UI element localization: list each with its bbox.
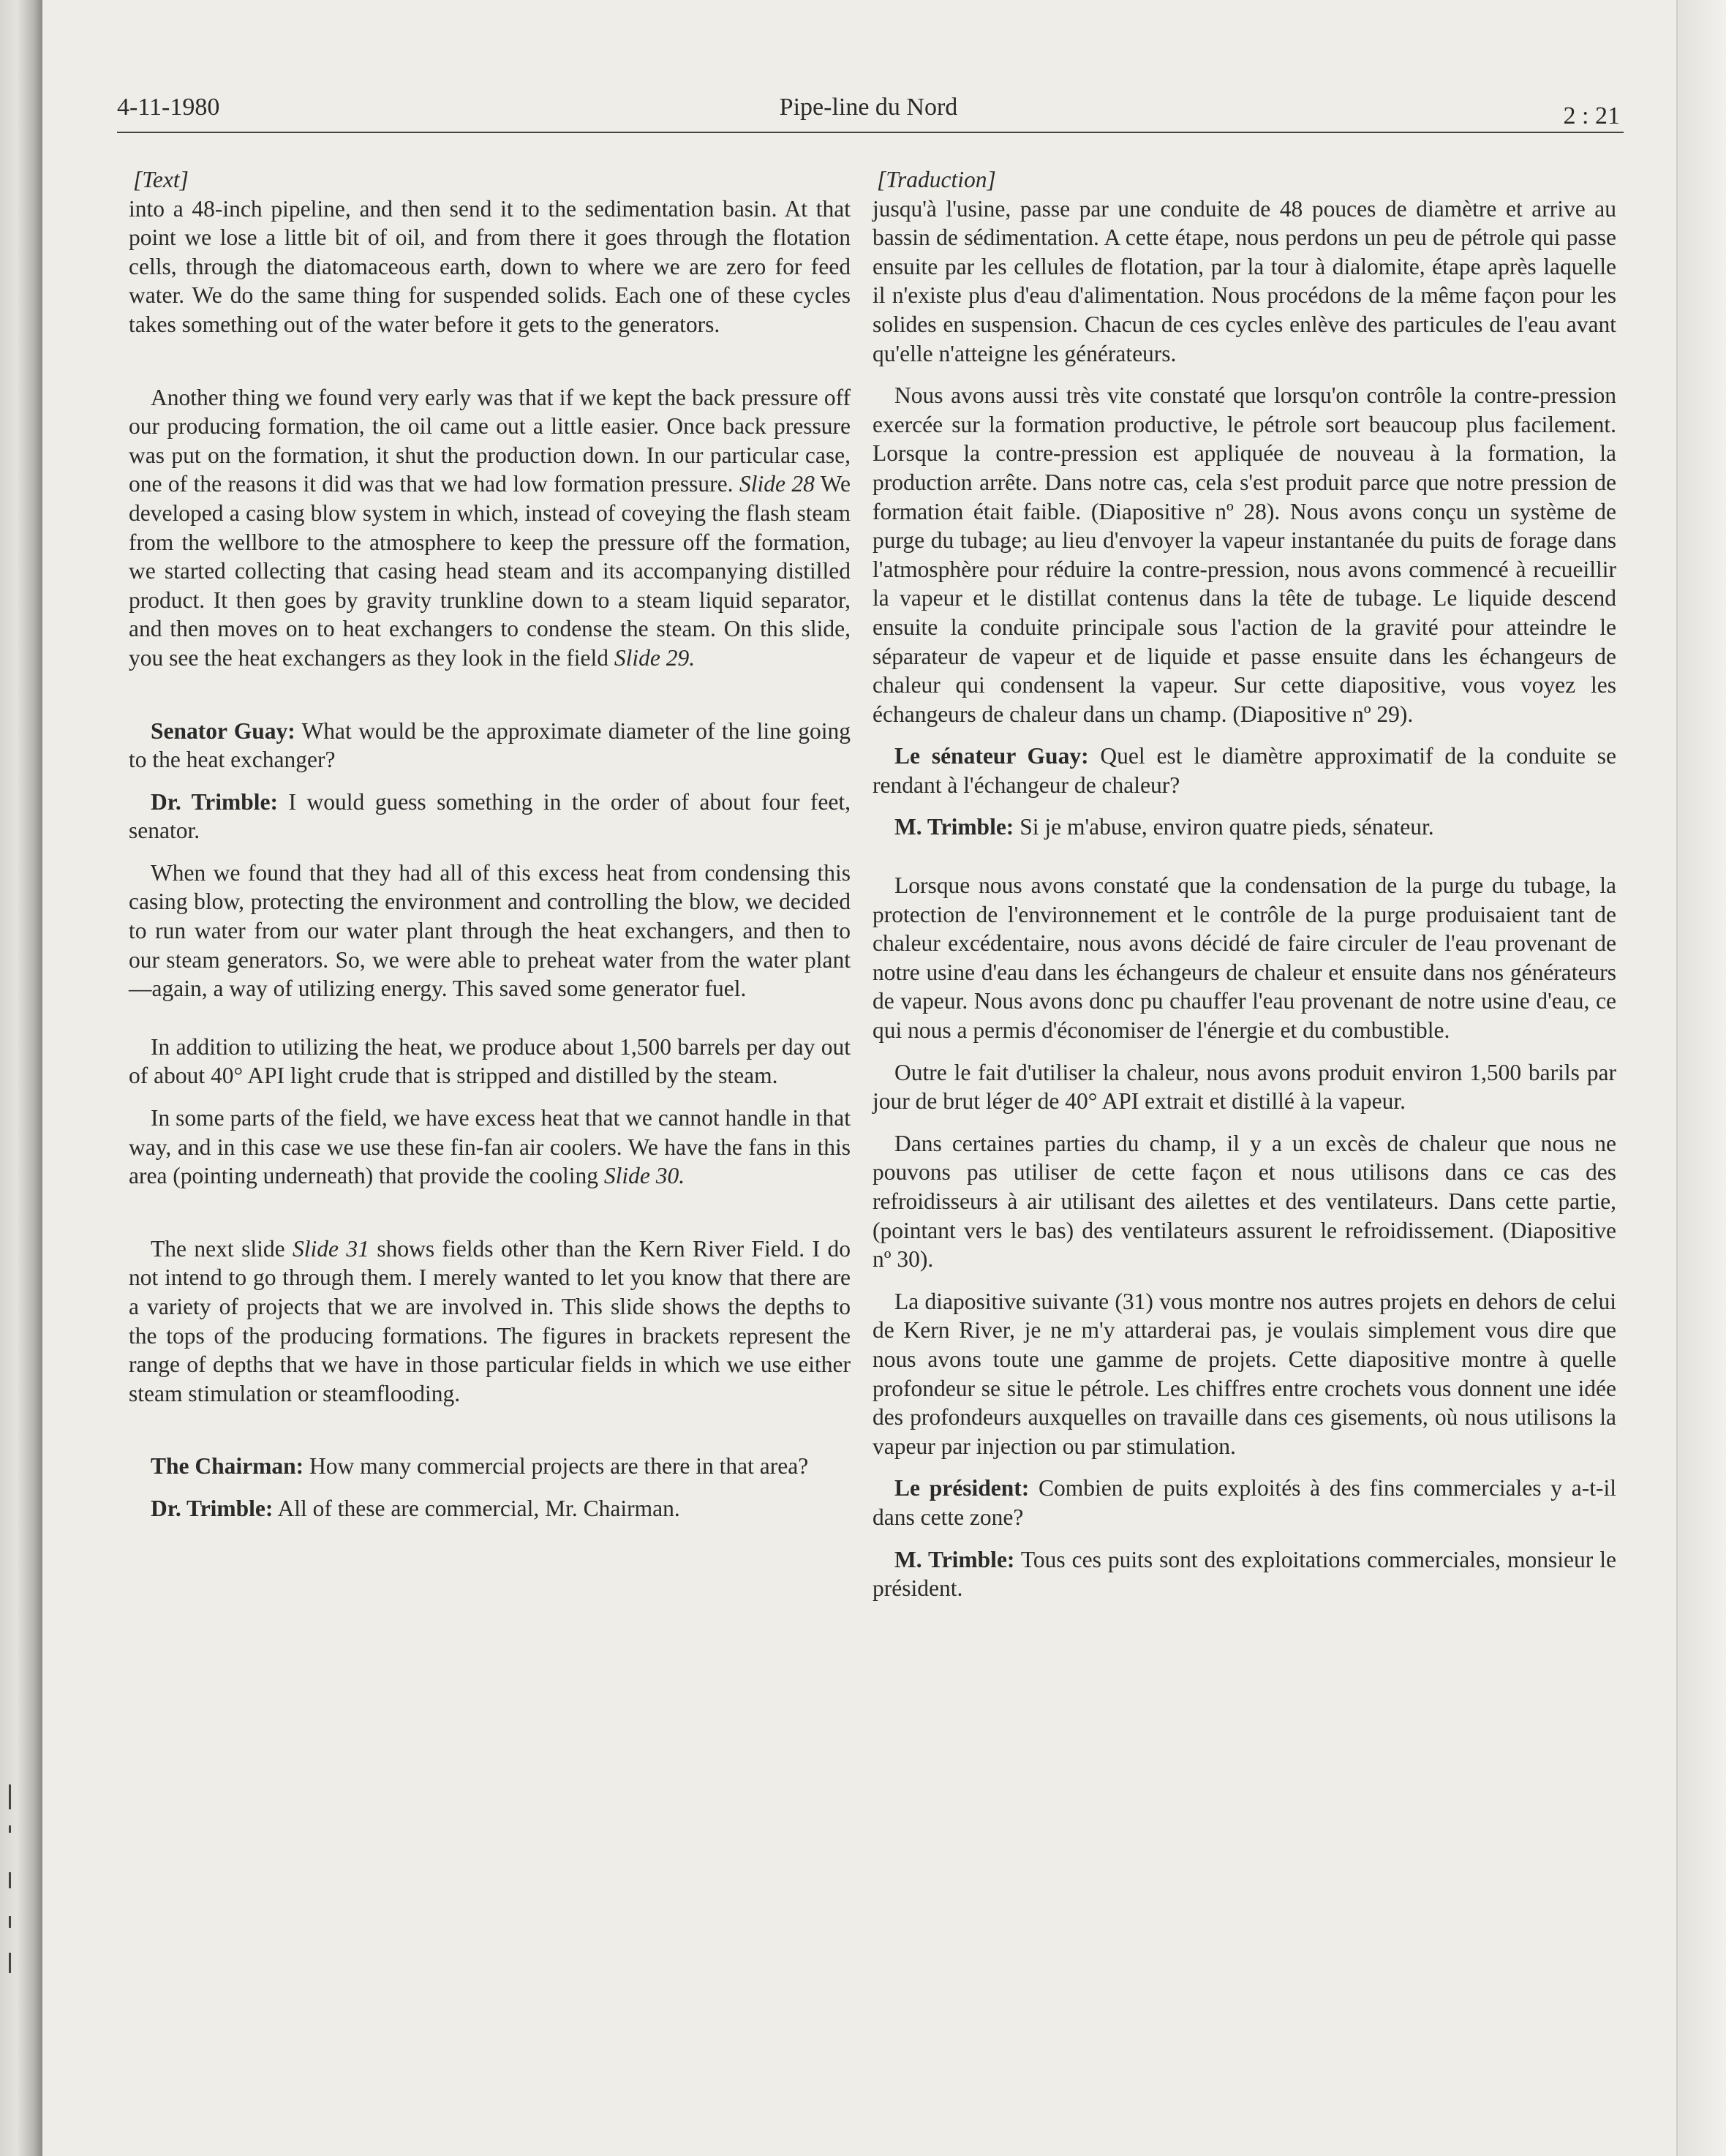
- speaker-name: Dr. Trimble:: [151, 1495, 274, 1521]
- speaker-turn: [129, 717, 851, 774]
- paragraph: Dans certaines parties du champ, il y a un excès de chaleur que nous ne pouvons pas utiliser de cette façon et nous utilisons dans ce cas des refroidisseurs à air utilisant des ailettes et des ventilateurs. Dans cette partie, (pointant vers le bas) des ventilateurs assurent le refroidissement. (Diapositive nº 30).: [873, 1130, 1616, 1273]
- paragraph-text: In some parts of the field, we have excess heat that we cannot handle in that way, and in this case we use these fin-fan air coolers. We have the fans in this area (pointing underneath) that provide the cooling: [129, 1105, 851, 1189]
- paragraph-text: shows fields other than the Kern River Field. I do not intend to go through them. I merely wanted to let you know that there are a variety of projects that we are involved in. This slide shows the depths to the tops of the producing formations. The figures in brackets represent the range of depths that we have in those particular fields in which we use either steam stimulation or steamflooding.: [129, 1235, 851, 1406]
- speaker-turn: [873, 813, 1616, 842]
- paragraph: [129, 383, 851, 673]
- page-header: [117, 94, 1620, 132]
- slide-reference: Slide 30.: [603, 1163, 685, 1189]
- paragraph: Lorsque nous avons constaté que la condensation de la purge du tubage, la protection de l'environnement et le contrôle de la purge produisaient tant de chaleur excédentaire, nous avons décidé de faire circuler de l'eau provenant de notre usine d'eau dans les échangeurs de chaleur et ensuite dans nos générateurs de vapeur. Nous avons donc pu chauffer l'eau provenant de notre usine d'eau, ce qui nous a permis d'économiser de l'énergie et du combustible.: [873, 872, 1616, 1044]
- paragraph: La diapositive suivante (31) vous montre nos autres projets en dehors de celui de Kern River, je ne m'y attarderai pas, je voulais simplement vous dire que nous avons toute une gamme de projets. Cette diapositive montre à quelle profondeur se situe le pétrole. Les chiffres entre crochets vous donnent une idée des profondeurs auxquelles on travaille dans ces gisements, où nous utilisons la vapeur par injection ou par stimulation.: [873, 1288, 1616, 1459]
- speaker-turn: [873, 1474, 1616, 1531]
- speaker-name: M. Trimble:: [894, 1546, 1015, 1572]
- paragraph: In addition to utilizing the heat, we produce about 1,500 barrels per day out of about 40° API light crude that is stripped and distilled by the steam.: [129, 1033, 851, 1089]
- paragraph-text: The next slide: [151, 1235, 293, 1262]
- column-label: [Text]: [133, 167, 189, 192]
- page-number: 2 : 21: [1563, 102, 1620, 129]
- speaker-turn: [129, 1452, 851, 1481]
- speaker-name: Senator Guay:: [151, 717, 295, 744]
- header-rule: [117, 132, 1624, 133]
- english-column: [129, 165, 851, 1523]
- speech-text: Combien de puits exploités à des fins commerciales y a-t-il dans cette zone?: [873, 1475, 1617, 1530]
- column-label: [Traduction]: [877, 167, 996, 192]
- header-title: Pipe-line du Nord: [779, 94, 958, 121]
- speaker-name: The Chairman:: [151, 1453, 304, 1480]
- speaker-name: Le sénateur Guay:: [894, 743, 1089, 769]
- slide-reference: Slide 28: [739, 471, 815, 497]
- paragraph: Outre le fait d'utiliser la chaleur, nous avons produit environ 1,500 barils par jour de brut léger de 40° API extrait et distillé à la vapeur.: [873, 1059, 1616, 1115]
- speaker-name: M. Trimble:: [894, 814, 1014, 840]
- paragraph: When we found that they had all of this excess heat from condensing this casing blow, protecting the environment and controlling the blow, we decided to run water from our water plant through the heat exchangers, and then to our steam generators. So, we were able to preheat water from the water plant—again, a way of utilizing energy. This saved some generator fuel.: [129, 859, 851, 1002]
- paragraph-text: Another thing we found very early was that if we kept the back pressure off our producing formation, the oil came out a little easier. Once back pressure was put on the formation, it shut the production down. In our particular case, one of the reasons it did was that we had low formation pressure.: [129, 384, 851, 497]
- speaker-turn: [129, 788, 851, 845]
- speech-text: Quel est le diamètre approximatif de la conduite se rendant à l'échangeur de chaleur?: [873, 743, 1616, 798]
- paragraph: jusqu'à l'usine, passe par une conduite de 48 pouces de diamètre et arrive au bassin de sédimentation. A cette étape, nous perdons un peu de pétrole qui passe ensuite par les cellules de flotation, par la tour à dialomite, étape après laquelle il n'existe plus d'eau d'alimentation. Nous procédons de la même façon pour les solides en suspension. Chacun de ces cycles enlève des particules de l'eau avant qu'elle n'atteigne les générateurs.: [873, 195, 1616, 366]
- speech-text: I would guess something in the order of about four feet, senator.: [129, 788, 851, 844]
- speech-text: Si je m'abuse, environ quatre pieds, sénateur.: [1014, 814, 1434, 840]
- speaker-name: Le président:: [894, 1475, 1030, 1501]
- paragraph: [129, 1235, 851, 1409]
- paragraph-text: We developed a casing blow system in which, instead of coveying the flash steam from the wellbore to the atmosphere to keep the pressure off the formation, we started collecting that casing head steam and its accompanying distilled product. It then goes by gravity trunkline down to a steam liquid separator, and then moves on to heat exchangers to condense the steam. On this slide, you see the heat exchangers as they look in the field: [129, 471, 851, 671]
- paragraph: into a 48-inch pipeline, and then send it to the sedimentation basin. At that point we lose a little bit of oil, and from there it goes through the flotation cells, through the diatomaceous earth, down to where we are zero for feed water. We do the same thing for suspended solids. Each one of these cycles takes something out of the water before it gets to the generators.: [129, 195, 851, 337]
- paragraph: [129, 1104, 851, 1191]
- speaker-name: Dr. Trimble:: [151, 788, 279, 815]
- speech-text: What would be the approximate diameter of the line going to the heat exchanger?: [129, 717, 851, 773]
- speaker-turn: [873, 742, 1616, 799]
- paragraph: Nous avons aussi très vite constaté que lorsqu'on contrôle la contre-pression exercée sur la formation productive, le pétrole sort beaucoup plus facilement. Lorsque la contre-pression est appliquée de nouveau à la formation, la production arrête. Dans notre cas, cela s'est produit parce que notre pression de formation était faible. (Diapositive nº 28). Nous avons conçu un système de purge du tubage; au lieu d'envoyer la vapeur instantanée du puits de forage dans l'atmosphère pour réduire la contre-pression, nous avons commencé à recueillir la vapeur et le distillat contenus dans la tête de tubage. Le liquide descend ensuite la conduite principale sous l'action de la gravité pour atteindre le séparateur de vapeur et de liquide et passe ensuite dans les échangeurs de chaleur qui condensent la vapeur. Sur cette diapositive, vous voyez les échangeurs de chaleur dans un champ. (Diapositive nº 29).: [873, 382, 1616, 727]
- header-date: 4-11-1980: [117, 94, 220, 121]
- speech-text: All of these are commercial, Mr. Chairman.: [273, 1495, 680, 1521]
- speaker-turn: [129, 1494, 851, 1523]
- page-edge: [1676, 0, 1726, 2156]
- speech-text: Tous ces puits sont des exploitations commerciales, monsieur le président.: [873, 1546, 1616, 1602]
- french-column: [873, 165, 1616, 1603]
- slide-reference: Slide 31: [293, 1235, 369, 1262]
- speech-text: How many commercial projects are there in that area?: [304, 1453, 809, 1480]
- margin-marks: [6, 1784, 20, 1975]
- speaker-turn: [873, 1545, 1616, 1603]
- slide-reference: Slide 29.: [614, 644, 696, 671]
